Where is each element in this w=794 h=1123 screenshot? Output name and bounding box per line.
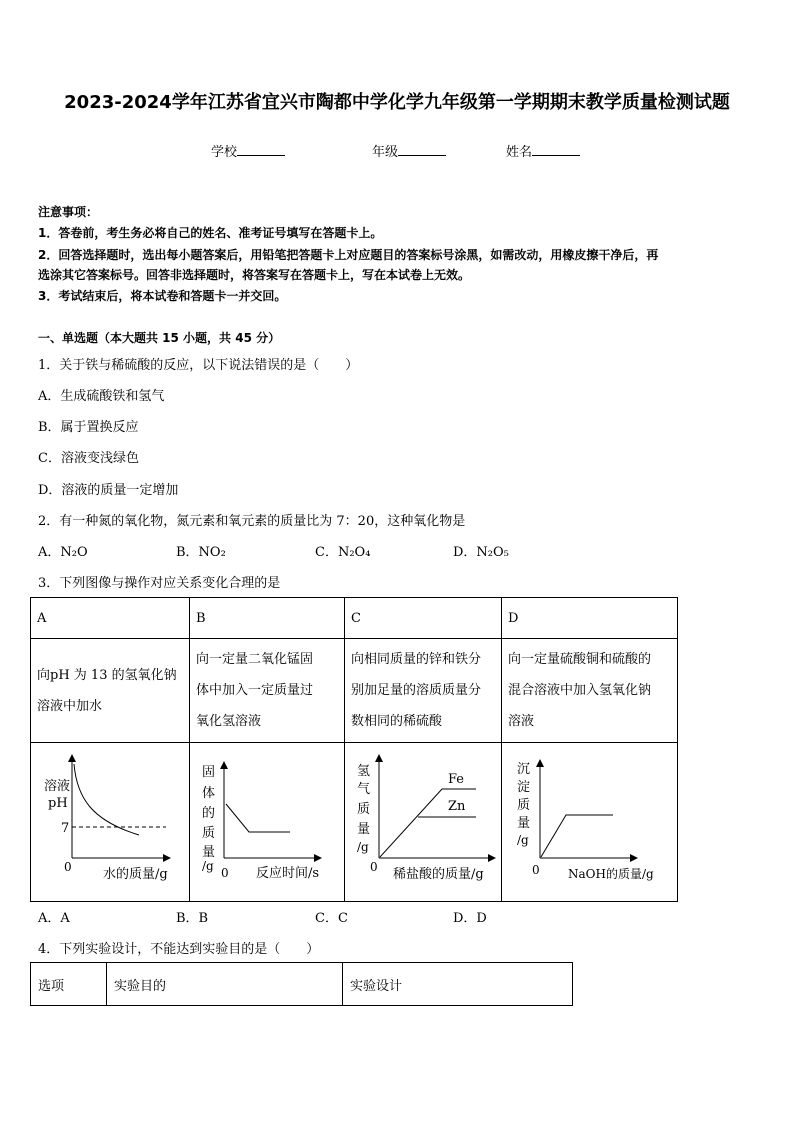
q3-header-c: C: [345, 598, 502, 639]
q3-table: [30, 597, 678, 902]
q3-option-c: C．C: [315, 911, 348, 926]
graph-c-ylabel-4: 量: [357, 822, 371, 837]
q1-option-b: B．属于置换反应: [38, 420, 139, 435]
q3-desc-b-line-1: 向一定量二氧化锰固: [196, 652, 314, 667]
q3-desc-d-line-1: 向一定量硫酸铜和硫酸的: [508, 652, 652, 667]
graph-c-origin: 0: [370, 860, 378, 874]
graph-d-ylabel-4: 量: [517, 816, 531, 831]
school-field: [211, 141, 285, 160]
q3-graph-b-cell: [190, 743, 345, 902]
q4-header-option: 选项: [31, 963, 107, 1006]
graph-c-xlabel: 稀盐酸的质量/g: [393, 867, 484, 882]
graph-c-fe-label: Fe: [448, 772, 465, 787]
q3-graph-d-cell: [502, 743, 678, 902]
q3-graph-a-cell: [31, 743, 190, 902]
q2-option-c: C．N₂O₄: [315, 545, 371, 560]
graph-d-ylabel-2: 淀: [517, 780, 531, 795]
section-heading: 一、单选题（本大题共 15 小题，共 45 分）: [38, 331, 281, 345]
graph-a-origin: 0: [64, 860, 72, 874]
notice-item-1: 1．答卷前，考生务必将自己的姓名、准考证号填写在答题卡上。: [38, 226, 383, 240]
graph-d-origin: 0: [532, 863, 540, 877]
q1-option-d: D．溶液的质量一定增加: [38, 483, 179, 498]
graph-c-ylabel-3: 质: [357, 802, 371, 817]
q4-header-design: 实验设计: [343, 963, 573, 1006]
graph-b-ylabel-1: 固: [202, 765, 216, 780]
name-label: 姓名: [506, 145, 533, 160]
graph-b-ylabel-6: /g: [202, 859, 214, 873]
q2-option-a: A．N₂O: [38, 545, 88, 560]
school-label: 学校: [211, 145, 238, 160]
q3-desc-c-line-2: 别加足量的溶质质量分: [351, 683, 482, 698]
q1-stem: 1．关于铁与稀硫酸的反应，以下说法错误的是（ ）: [38, 358, 359, 373]
graph-a-xlabel: 水的质量/g: [103, 867, 168, 882]
grade-field: [372, 141, 446, 160]
graph-c-ylabel-5: /g: [357, 840, 369, 854]
q3-graph-c-cell: [345, 743, 502, 902]
graph-d-ylabel-3: 质: [517, 798, 531, 813]
graph-b-ylabel-3: 的: [202, 806, 216, 821]
q3-desc-a-line-1: 向pH 为 13 的氢氧化钠: [37, 667, 177, 683]
graph-c-ylabel-1: 氢: [357, 764, 371, 779]
q3-graph-b: [190, 743, 344, 897]
q3-desc-d-line-3: 溶液: [508, 714, 535, 729]
grade-blank: [398, 143, 446, 156]
q2-option-b: B．NO₂: [176, 545, 226, 560]
q3-desc-c-line-1: 向相同质量的锌和铁分: [351, 652, 482, 667]
q3-desc-b-line-2: 体中加入一定质量过: [196, 683, 314, 698]
notice-item-3: 3．考试结束后，将本试卷和答题卡一并交回。: [38, 289, 287, 303]
q3-desc-c-line-3: 数相同的稀硫酸: [351, 714, 443, 729]
q1-option-a: A．生成硫酸铁和氢气: [38, 389, 165, 404]
q3-option-d: D．D: [453, 911, 487, 926]
graph-c-zn-label: Zn: [448, 799, 466, 814]
notice-item-2-line-2: 选涂其它答案标号。回答非选择题时，将答案写在答题卡上，写在本试卷上无效。: [38, 268, 471, 282]
notice-item-2-line-1: 2．回答选择题时，选出每小题答案后，用铅笔把答题卡上对应题目的答案标号涂黑，如需改动，用橡皮擦干净后，再: [38, 248, 659, 262]
q3-desc-a: [31, 639, 190, 743]
graph-a-ylabel-1: 溶液: [44, 779, 71, 794]
q3-desc-d: [502, 639, 678, 743]
graph-b-line: [226, 804, 290, 832]
q3-graph-d: [502, 743, 677, 897]
name-blank: [532, 143, 580, 156]
graph-b-ylabel-2: 体: [202, 786, 216, 801]
q3-desc-b: [190, 639, 345, 743]
q4-table: [30, 962, 573, 1006]
q1-option-c: C．溶液变浅绿色: [38, 451, 139, 466]
q3-header-b: B: [190, 598, 345, 639]
graph-b-origin: 0: [221, 866, 229, 880]
notice-heading: 注意事项：: [38, 205, 99, 219]
graph-d-ylabel-5: /g: [517, 833, 529, 847]
q3-option-a: A．A: [38, 911, 70, 926]
page-title: 2023-2024学年江苏省宜兴市陶都中学化学九年级第一学期期末教学质量检测试题: [64, 92, 730, 113]
q3-desc-c: [345, 639, 502, 743]
graph-a-ylabel-2: pH: [48, 796, 68, 811]
q3-graph-c: [345, 743, 501, 897]
school-blank: [237, 143, 285, 156]
q3-graph-a: [31, 743, 189, 897]
q3-option-b: B．B: [176, 911, 209, 926]
q2-option-d: D．N₂O₅: [453, 545, 509, 560]
graph-b-ylabel-4: 质: [202, 826, 216, 841]
graph-a-curve: [74, 764, 139, 835]
q3-desc-d-line-2: 混合溶液中加入氢氧化钠: [508, 683, 652, 698]
q3-stem: 3．下列图像与操作对应关系变化合理的是: [38, 576, 281, 591]
graph-b-ylabel-5: 量: [202, 845, 216, 860]
q3-header-a: A: [31, 598, 190, 639]
q3-desc-b-line-3: 氧化氢溶液: [196, 714, 262, 729]
q3-header-d: D: [502, 598, 678, 639]
q3-desc-a-line-2: 溶液中加水: [37, 698, 103, 714]
graph-b-xlabel: 反应时间/s: [256, 866, 320, 881]
name-field: [506, 141, 580, 160]
graph-d-line: [541, 815, 613, 857]
graph-d-xlabel: NaOH的质量/g: [568, 867, 654, 881]
graph-a-tick-7: 7: [61, 821, 70, 836]
grade-label: 年级: [372, 145, 399, 160]
q2-stem: 2．有一种氮的氧化物，氮元素和氧元素的质量比为 7：20，这种氧化物是: [38, 514, 466, 529]
graph-c-ylabel-2: 气: [357, 782, 371, 797]
q4-stem: 4．下列实验设计，不能达到实验目的是（ ）: [38, 942, 320, 957]
graph-d-ylabel-1: 沉: [517, 762, 531, 777]
q4-header-purpose: 实验目的: [107, 963, 343, 1006]
